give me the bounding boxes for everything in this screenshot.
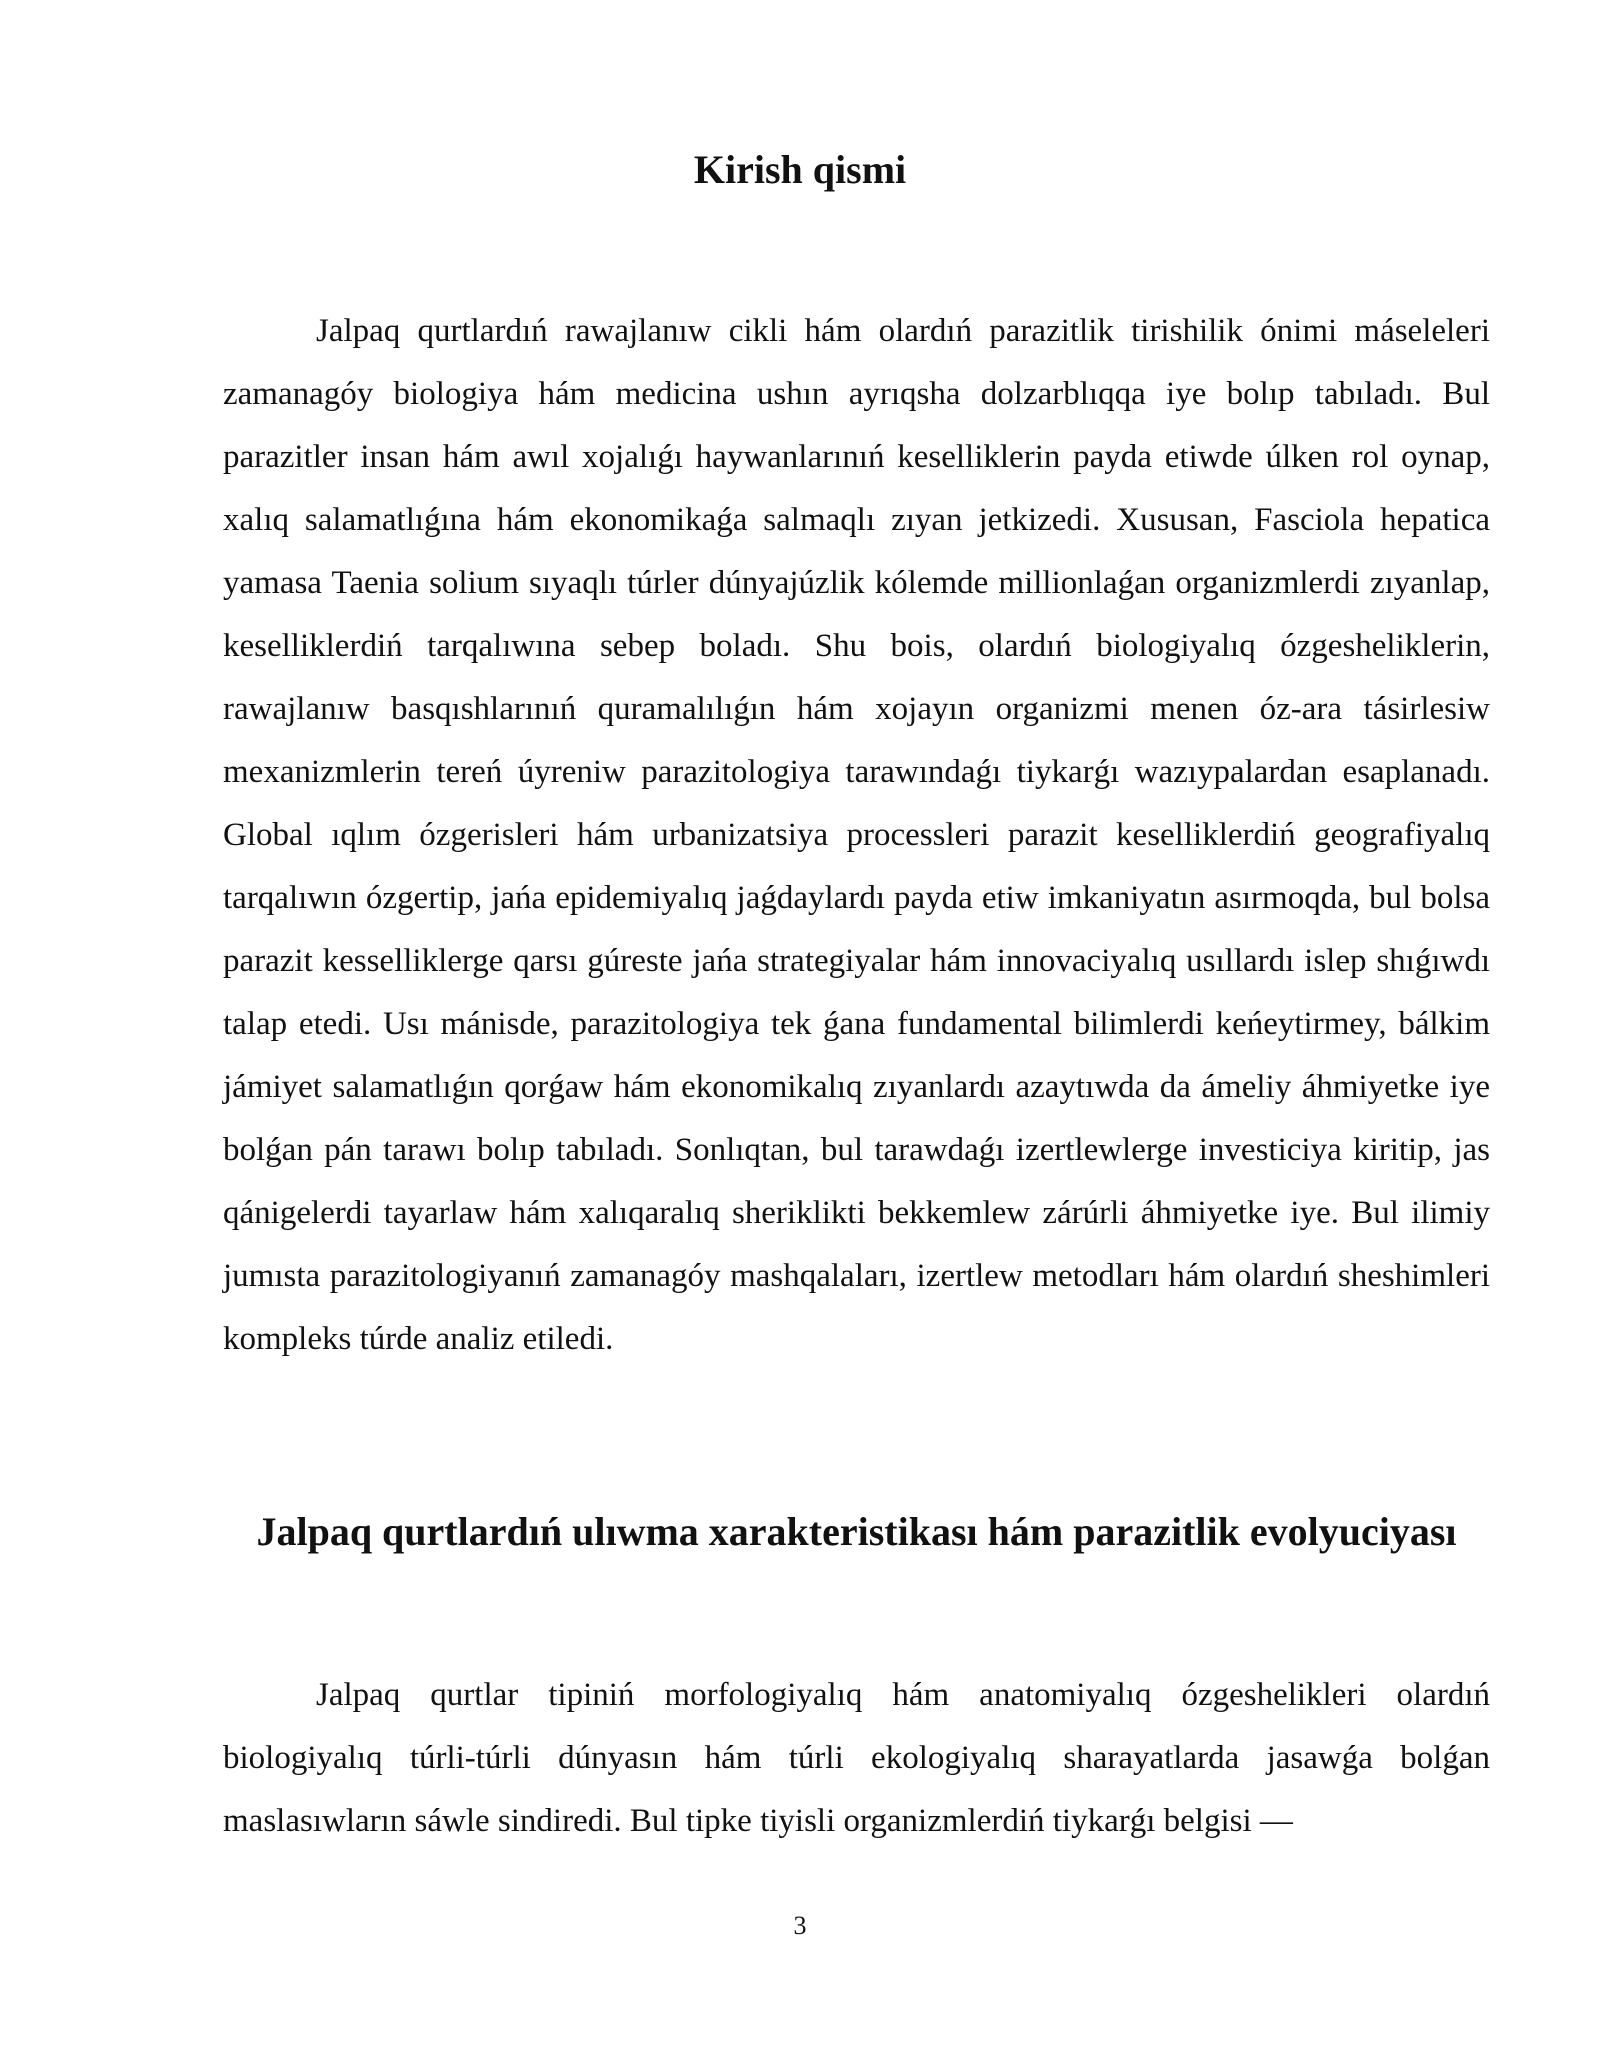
section-heading-introduction: Kirish qismi	[693, 147, 907, 192]
introduction-paragraph: Jalpaq qurtlardıń rawajlanıw cikli hám olardıń parazitlik tirishilik ónimi máseleleri zamanagóy biologiya hám medicina ushın ayrıqsha dolzarblıqqa iye bolıp tabıladı. Bul parazitler insan hám awıl xojalıǵı haywanlarınıń keselliklerin payda etiwde úlken rol oynap, xalıq salamatlıǵına hám ekonomikaǵa salmaqlı zıyan jetkizedi. Xususan, Fasciola hepatica yamasa Taenia solium sıyaqlı túrler dúnyajúzlik kólemde millionlaǵan organizmlerdi zıyanlap, keselliklerdiń tarqalıwına sebep boladı. Shu bois, olardıń biologiyalıq ózgesheliklerin, rawajlanıw basqıshlarınıń quramalılıǵın hám xojayın organizmi menen óz-ara tásirlesiw mexanizmlerin tereń úyreniw parazitologiya tarawındaǵı tiykarǵı wazıypalardan esaplanadı. Global ıqlım ózgerisleri hám urbanizatsiya processleri parazit keselliklerdiń geografiyalıq tarqalıwın ózgertip, jańa epidemiyalıq jaǵdaylardı payda etiw imkaniyatın asırmoqda, bul bolsa parazit kesselliklerge qarsı gúreste jańa strategiyalar hám innovaciyalıq usıllardı islep shıǵıwdı talap etedi. Usı mánisde, parazitologiya tek ǵana fundamental bilimlerdi keńeytirmey, bálkim jámiyet salamatlıǵın qorǵaw hám ekonomikalıq zıyanlardı azaytıwda da ámeliy áhmiyetke iye bolǵan pán tarawı bolıp tabıladı. Sonlıqtan, bul tarawdaǵı izertlewlerge investiciya kiritip, jas qánigelerdi tayarlaw hám xalıqaralıq sheriklikti bekkemlew zárúrli áhmiyetke iye. Bul ilimiy jumısta parazitologiyanıń zamanagóy mashqalaları, izertlew metodları hám olardıń sheshimleri kompleks túrde analiz etiledi.	[223, 313, 1490, 1357]
page-number: 3	[793, 1911, 807, 1940]
flatworm-characteristics-paragraph: Jalpaq qurtlar tipiniń morfologiyalıq hám anatomiyalıq ózgeshelikleri olardıń biologiyalıq túrli-túrli dúnyasın hám túrli ekologiyalıq sharayatlarda jasawǵa bolǵan maslasıwların sáwle sindiredi. Bul tipke tiyisli organizmlerdiń tiykarǵı belgisi —	[223, 1677, 1490, 1839]
section-heading-flatworm-characteristics: Jalpaq qurtlardıń ulıwma xarakteristikası hám parazitlik evolyuciyası	[256, 1509, 1457, 1554]
